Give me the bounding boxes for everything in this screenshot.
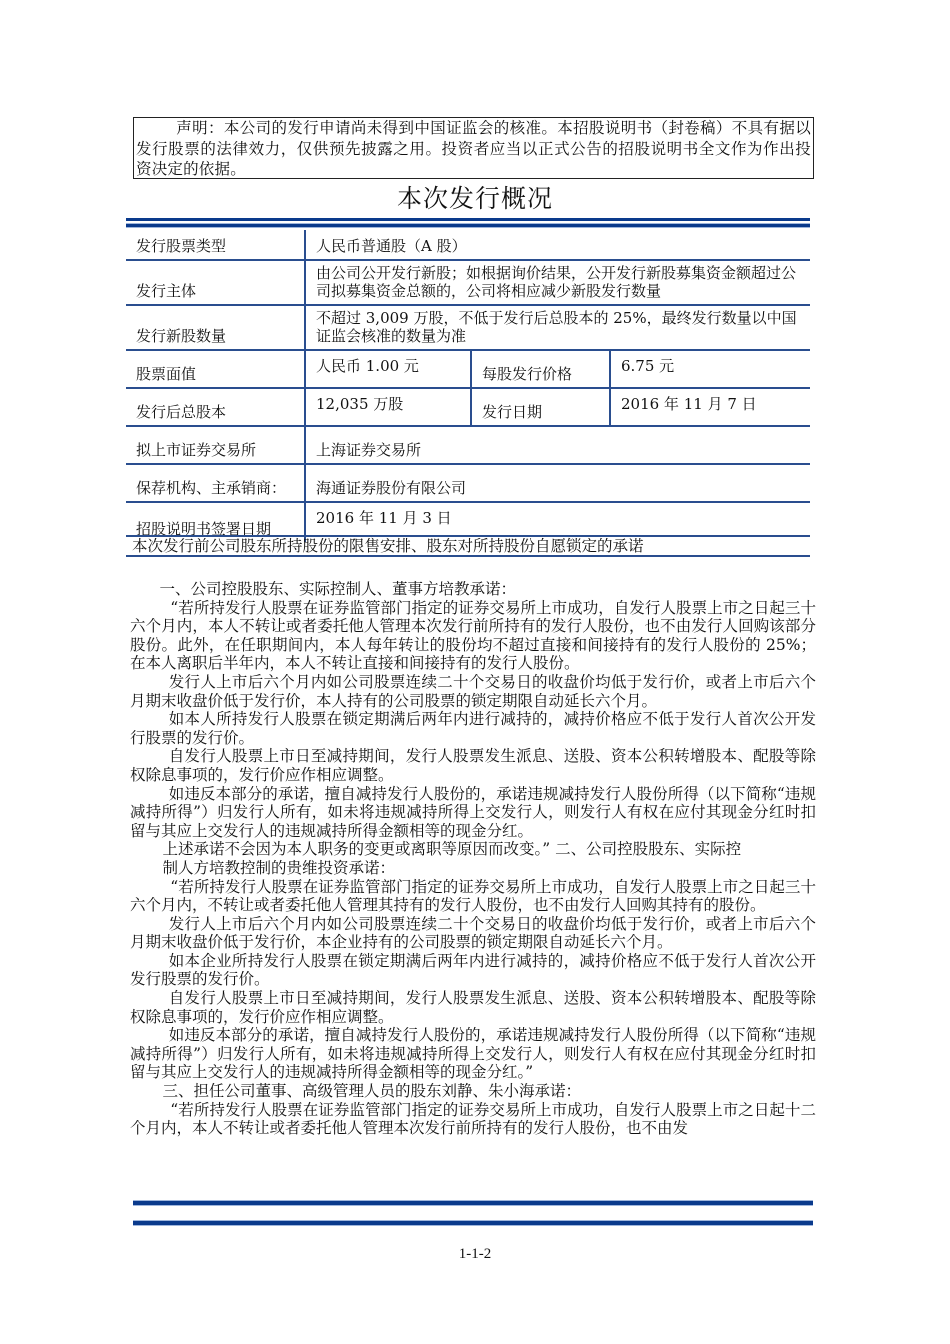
paragraph: 如违反本部分的承诺，擅自减持发行人股份的，承诺违规减持发行人股份所得（以下简称“违规减持所得”）归发行人所有，如未将违规减持所得上交发行人，则发行人有权在应付其现金分红时扣留与其应上交发行人的违规减持所得金额相等的现金分红。” xyxy=(130,1026,816,1082)
footer-rule-bottom xyxy=(133,1220,813,1226)
disclaimer-text: 声明：本公司的发行申请尚未得到中国证监会的核准。本招股说明书（封卷稿）不具有据以发行股票的法律效力，仅供预先披露之用。投资者应当以正式公告的招股说明书全文作为作出投资决定的依据。 xyxy=(136,119,811,178)
paragraph: 一、公司控股股东、实际控制人、董事方培教承诺： xyxy=(159,580,516,598)
table-row xyxy=(126,260,810,305)
commitment-body xyxy=(130,580,816,1138)
paragraph: 自发行人股票上市日至减持期间，发行人股票发生派息、送股、资本公积转增股本、配股等除权除息事项的，发行价应作相应调整。 xyxy=(130,747,816,784)
row-value: 人民币普通股（A 股） xyxy=(305,230,810,260)
disclaimer-box xyxy=(133,117,814,179)
row-value: 海通证券股份有限公司 xyxy=(305,464,810,502)
table-row xyxy=(126,426,810,464)
paragraph: “若所持发行人股票在证券监管部门指定的证券交易所上市成功，自发行人股票上市之日起三十六个月内，不转让或者委托他人管理其持有的发行人股份，也不由发行人回购其持有的股份。 xyxy=(130,877,816,915)
page-title: 本次发行概况 xyxy=(396,184,553,213)
row-value: 上海证券交易所 xyxy=(305,426,810,464)
row-label: 招股说明书签署日期 xyxy=(126,502,305,542)
row-value: 人民币 1.00 元 xyxy=(305,350,471,388)
paragraph: 自发行人股票上市日至减持期间，发行人股票发生派息、送股、资本公积转增股本、配股等除权除息事项的，发行价应作相应调整。 xyxy=(130,989,816,1026)
row-label: 发行股票类型 xyxy=(126,230,305,260)
page-number: 1-1-2 xyxy=(458,1246,492,1262)
offering-overview-table xyxy=(126,230,810,542)
paragraph: 上述承诺不会因为本人职务的变更或离职等原因而改变。” 二、公司控股股东、实际控 xyxy=(162,840,742,859)
paragraph: “若所持发行人股票在证券监管部门指定的证券交易所上市成功，自发行人股票上市之日起十二个月内，本人不转让或者委托他人管理本次发行前所持有的发行人股份，也不由发 xyxy=(130,1100,816,1138)
paragraph: 发行人上市后六个月内如公司股票连续二十个交易日的收盘价均低于发行价，或者上市后六个月期末收盘价低于发行价，本企业持有的公司股票的锁定期限自动延长六个月。 xyxy=(130,914,816,952)
row-label: 发行后总股本 xyxy=(126,388,305,426)
row-label: 发行主体 xyxy=(126,260,305,305)
row-value-2: 6.75 元 xyxy=(610,350,810,388)
table-row xyxy=(126,388,810,426)
paragraph: 制人方培教控制的贵维投资承诺： xyxy=(162,858,396,877)
row-label-2: 每股发行价格 xyxy=(471,350,610,388)
title-double-rule xyxy=(126,218,810,228)
row-value: 由公司公开发行新股；如根据询价结果，公开发行新股募集资金额超过公司拟募集资金总额的，公司将相应减少新股发行数量 xyxy=(305,260,810,305)
paragraph: 发行人上市后六个月内如公司股票连续二十个交易日的收盘价均低于发行价，或者上市后六个月期末收盘价低于发行价，本人持有的公司股票的锁定期限自动延长六个月。 xyxy=(130,672,816,710)
row-label: 拟上市证券交易所 xyxy=(126,426,305,464)
footer-rule-top xyxy=(133,1200,813,1206)
table-row xyxy=(126,230,810,260)
paragraph: 如本企业所持发行人股票在锁定期满后两年内进行减持的，减持价格应不低于发行人首次公开发行股票的发行价。 xyxy=(130,951,816,989)
row-value: 2016 年 11 月 3 日 xyxy=(316,509,452,527)
row-label-2: 发行日期 xyxy=(471,388,610,426)
row-label: 股票面值 xyxy=(126,350,305,388)
row-value: 不超过 3,009 万股，不低于发行后总股本的 25%，最终发行数量以中国证监会核准的数量为准 xyxy=(305,305,810,350)
table-row xyxy=(126,464,810,502)
paragraph: 三、担任公司董事、高级管理人员的股东刘静、朱小海承诺： xyxy=(162,1082,582,1101)
table-row xyxy=(126,305,810,350)
table-row xyxy=(126,350,810,388)
row-value: 12,035 万股 xyxy=(305,388,471,426)
paragraph: 如本人所持发行人股票在锁定期满后两年内进行减持的，减持价格应不低于发行人首次公开发行股票的发行价。 xyxy=(130,710,816,747)
row-label: 发行新股数量 xyxy=(126,305,305,350)
paragraph: 如违反本部分的承诺，擅自减持发行人股份的，承诺违规减持发行人股份所得（以下简称“违规减持所得”）归发行人所有，如未将违规减持所得上交发行人，则发行人有权在应付其现金分红时扣留与其应上交发行人的违规减持所得金额相等的现金分红。 xyxy=(130,784,816,840)
row-value-2: 2016 年 11 月 7 日 xyxy=(610,388,810,426)
section-heading: 本次发行前公司股东所持股份的限售安排、股东对所持股份自愿锁定的承诺 xyxy=(126,535,810,557)
row-label: 保荐机构、主承销商： xyxy=(126,464,305,502)
paragraph: “若所持发行人股票在证券监管部门指定的证券交易所上市成功，自发行人股票上市之日起三十六个月内，本人不转让或者委托他人管理本次发行前所持有的发行人股份，也不由发行人回购该部分股份。此外，在任职期间内，本人每年转让的股份均不超过直接和间接持有的发行人股份的 25%；在本人离职后半年内，本人不转让直接和间接持有的发行人股份。 xyxy=(130,598,816,673)
